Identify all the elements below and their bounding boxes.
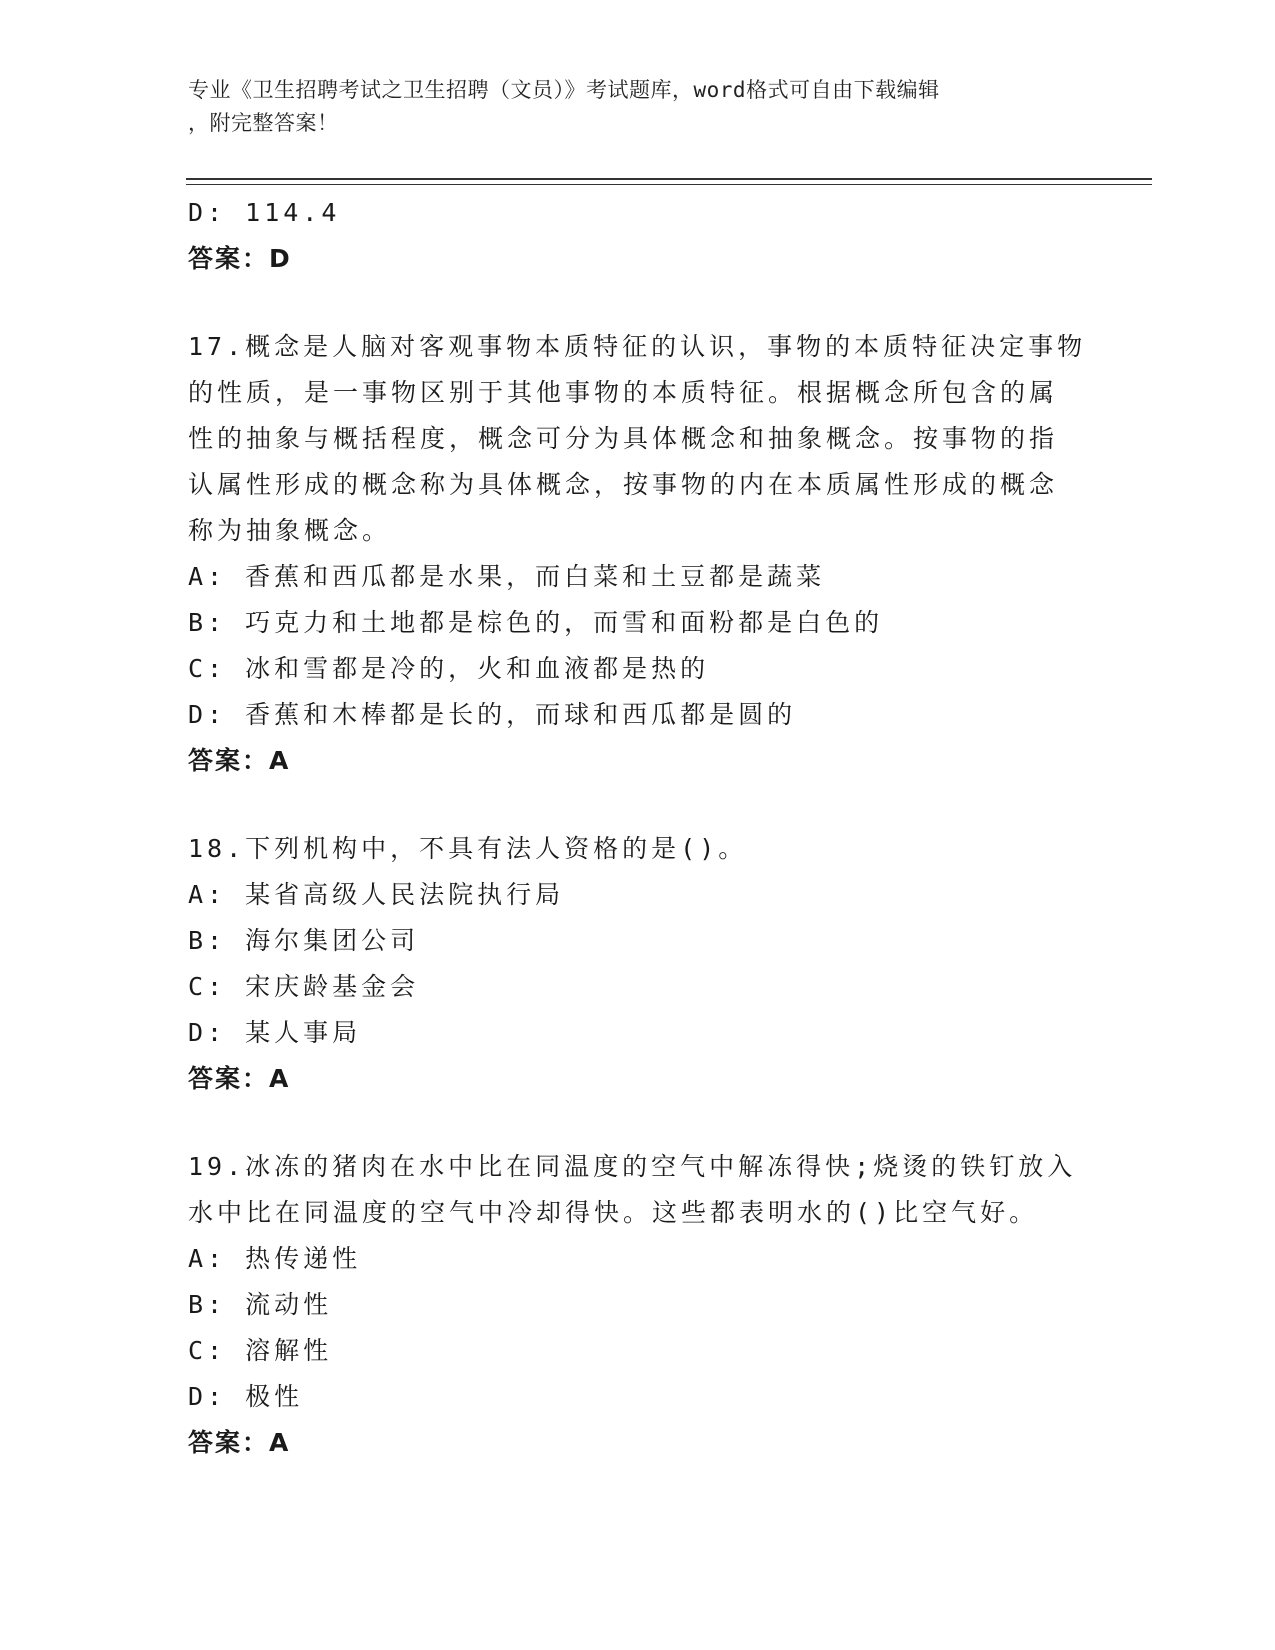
option-b: B: 巧克力和土地都是棕色的，而雪和面粉都是白色的 <box>188 608 884 637</box>
answer-label: 答案：A <box>188 1064 291 1093</box>
option-a: A: 热传递性 <box>188 1244 362 1273</box>
question-stem-line: 的性质，是一事物区别于其他事物的本质特征。根据概念所包含的属 <box>188 378 1059 407</box>
question-stem-line: 认属性形成的概念称为具体概念，按事物的内在本质属性形成的概念 <box>188 470 1059 499</box>
header-line-1: 专业《卫生招聘考试之卫生招聘（文员）》考试题库，word格式可自由下载编辑 <box>188 78 940 102</box>
option-c: C: 宋庆龄基金会 <box>188 972 420 1001</box>
question-stem-line: 水中比在同温度的空气中冷却得快。这些都表明水的()比空气好。 <box>188 1198 1039 1227</box>
header-divider-thick <box>186 178 1152 180</box>
document-header <box>188 74 1068 140</box>
previous-question-tail <box>188 190 1088 282</box>
spacer <box>188 282 1088 324</box>
option-c: C: 溶解性 <box>188 1336 333 1365</box>
answer-label: 答案：A <box>188 746 291 775</box>
question-19 <box>188 1144 1088 1466</box>
option-c: C: 冰和雪都是冷的，火和血液都是热的 <box>188 654 710 683</box>
option-d: D: 极性 <box>188 1382 304 1411</box>
answer-label: 答案：D <box>188 244 292 273</box>
spacer <box>188 1102 1088 1144</box>
option-d: D: 香蕉和木棒都是长的，而球和西瓜都是圆的 <box>188 700 797 729</box>
header-line-2: ，附完整答案！ <box>188 111 339 135</box>
option-a: A: 某省高级人民法院执行局 <box>188 880 565 909</box>
question-stem-line: 称为抽象概念。 <box>188 516 392 545</box>
question-stem-line: 18.下列机构中，不具有法人资格的是()。 <box>188 834 748 863</box>
answer-label: 答案：A <box>188 1428 291 1457</box>
option-d: D: 114.4 <box>188 198 341 227</box>
question-17 <box>188 324 1088 784</box>
option-d: D: 某人事局 <box>188 1018 362 1047</box>
question-content <box>188 190 1088 1466</box>
header-divider-thin <box>186 184 1152 185</box>
question-stem-line: 17.概念是人脑对客观事物本质特征的认识，事物的本质特征决定事物 <box>188 332 1087 361</box>
option-a: A: 香蕉和西瓜都是水果，而白菜和土豆都是蔬菜 <box>188 562 826 591</box>
question-18 <box>188 826 1088 1102</box>
option-b: B: 海尔集团公司 <box>188 926 420 955</box>
option-b: B: 流动性 <box>188 1290 333 1319</box>
question-stem-line: 19.冰冻的猪肉在水中比在同温度的空气中解冻得快;烧烫的铁钉放入 <box>188 1152 1077 1181</box>
spacer <box>188 784 1088 826</box>
question-stem-line: 性的抽象与概括程度，概念可分为具体概念和抽象概念。按事物的指 <box>188 424 1059 453</box>
